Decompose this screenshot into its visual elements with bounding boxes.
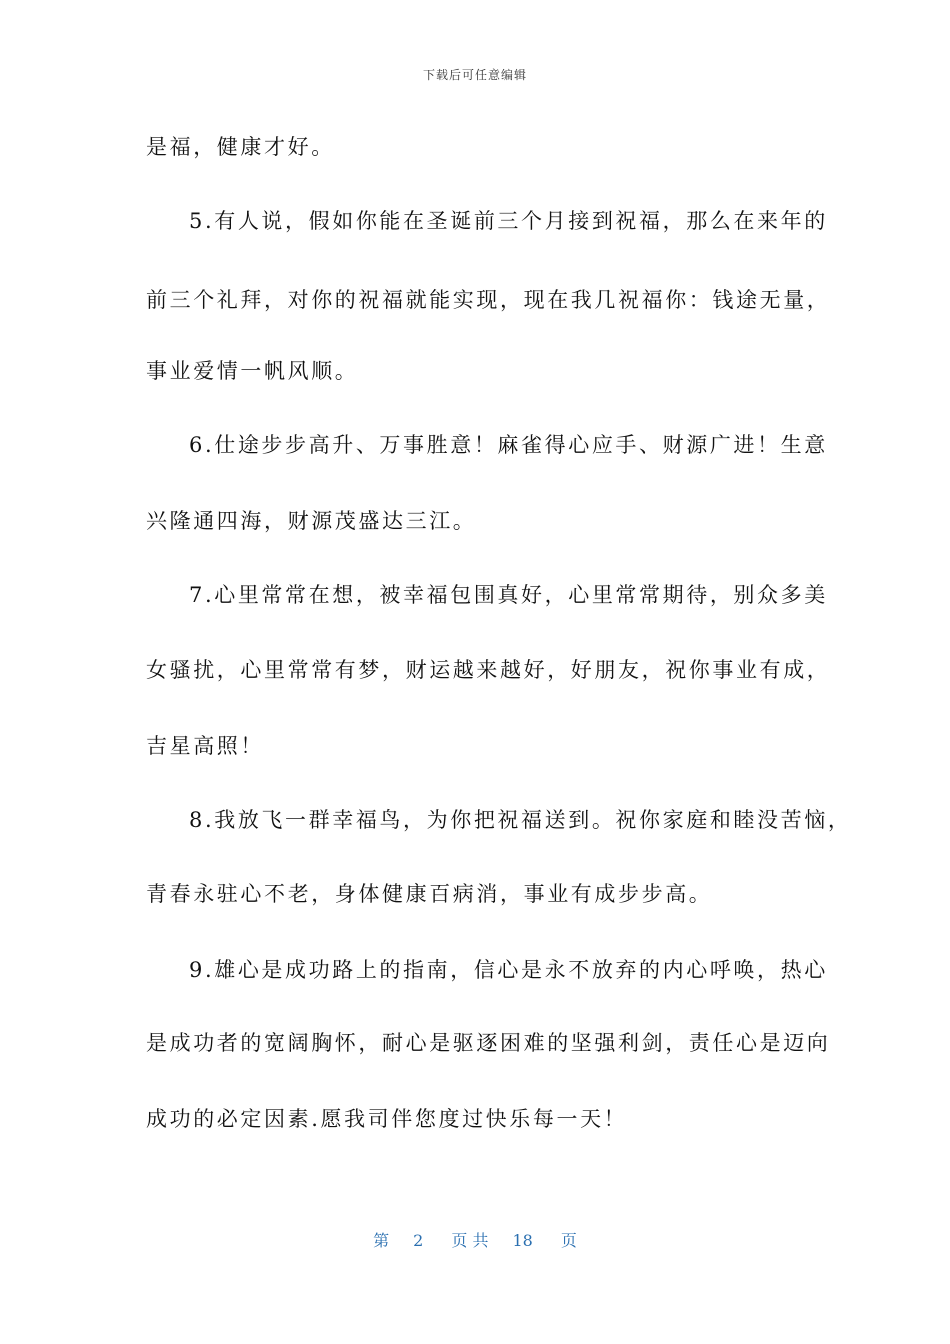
body-line: 成功的必定因素.愿我司伴您度过快乐每一天！ — [146, 1107, 628, 1131]
body-line: 8.我放飞一群幸福鸟，为你把祝福送到。祝你家庭和睦没苦恼， — [189, 808, 852, 832]
footer-prefix: 第 — [373, 1231, 390, 1250]
body-line: 6.仕途步步高升、万事胜意！麻雀得心应手、财源广进！生意 — [189, 433, 828, 457]
page-footer — [0, 1228, 950, 1251]
footer-suffix: 页 — [560, 1231, 577, 1250]
body-line: 是福，健康才好。 — [146, 135, 335, 159]
footer-middle: 页 共 — [451, 1231, 489, 1250]
body-line: 女骚扰，心里常常有梦，财运越来越好，好朋友，祝你事业有成， — [146, 658, 831, 682]
body-line: 青春永驻心不老，身体健康百病消，事业有成步步高。 — [146, 882, 713, 906]
body-line: 兴隆通四海，财源茂盛达三江。 — [146, 509, 477, 533]
footer-current-page: 2 — [413, 1231, 424, 1250]
body-line: 事业爱情一帆风顺。 — [146, 359, 359, 383]
body-line: 5.有人说，假如你能在圣诞前三个月接到祝福，那么在来年的 — [189, 209, 828, 233]
footer-total-pages: 18 — [512, 1231, 533, 1250]
body-line: 前三个礼拜，对你的祝福就能实现，现在我几祝福你：钱途无量， — [146, 288, 831, 312]
body-line: 是成功者的宽阔胸怀，耐心是驱逐困难的坚强利剑，责任心是迈向 — [146, 1031, 831, 1055]
page-header: 下载后可任意编辑 — [422, 68, 527, 82]
body-line: 吉星高照！ — [146, 734, 264, 758]
body-line: 9.雄心是成功路上的指南，信心是永不放弃的内心呼唤，热心 — [189, 958, 828, 982]
body-line: 7.心里常常在想，被幸福包围真好，心里常常期待，别众多美 — [189, 583, 828, 607]
